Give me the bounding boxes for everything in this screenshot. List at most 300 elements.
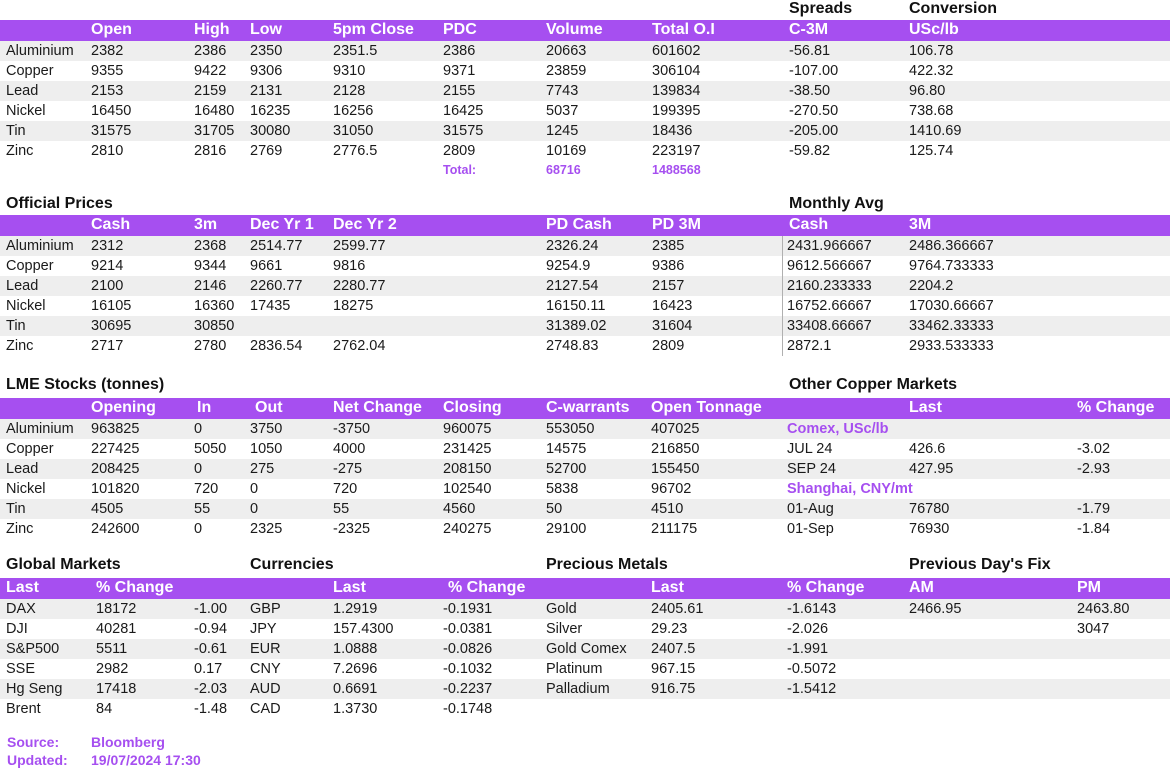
- close-5pm-value: 31050: [333, 123, 374, 139]
- previous-day-fix-title: Previous Day's Fix: [909, 556, 1051, 573]
- contract-label: 01-Sep: [787, 521, 834, 537]
- futures-row-nickel: [0, 101, 1170, 121]
- pd-cash-value: 16150.11: [546, 298, 606, 314]
- currency-last: 7.2696: [333, 661, 378, 677]
- total-oi-value: 199395: [652, 103, 701, 119]
- other-change-value: -2.93: [1077, 461, 1111, 477]
- total-oi-value: 18436: [652, 123, 693, 139]
- pdc-value: 16425: [443, 103, 484, 119]
- col-dec-yr-2: Dec Yr 2: [333, 216, 397, 233]
- metal-name: Gold Comex: [546, 641, 627, 657]
- dec-yr-1-value: 17435: [250, 298, 291, 314]
- other-last-value: 76930: [909, 521, 950, 537]
- volume-value: 23859: [546, 63, 587, 79]
- c-warrants-value: 553050: [546, 421, 595, 437]
- out-value: 0: [250, 501, 259, 517]
- usc-lb-value: 106.78: [909, 43, 954, 59]
- closing-value: 960075: [443, 421, 492, 437]
- pd-cash-value: 2326.24: [546, 238, 599, 254]
- col-usc-lb: USc/lb: [909, 21, 959, 38]
- index-name: Brent: [6, 701, 41, 717]
- total-oi: 1488568: [652, 163, 701, 177]
- other-last-value: 427.95: [909, 461, 954, 477]
- contract-label: 01-Aug: [787, 501, 834, 517]
- futures-row-tin: [0, 121, 1170, 141]
- metal-name: Aluminium: [6, 238, 74, 254]
- out-value: 3750: [250, 421, 283, 437]
- in-value: 0: [194, 521, 203, 537]
- volume-value: 7743: [546, 83, 579, 99]
- currency-code: GBP: [250, 601, 281, 617]
- currency-change: -0.0826: [443, 641, 493, 657]
- net-change-value: 55: [333, 501, 350, 517]
- total-oi-value: 601602: [652, 43, 701, 59]
- open-tonnage-value: 211175: [651, 521, 698, 537]
- metal-name: Aluminium: [6, 421, 74, 437]
- 3m-value: 2780: [194, 338, 227, 354]
- high-value: 31705: [194, 123, 235, 139]
- currency-change: -0.1931: [443, 601, 493, 617]
- pdc-value: 9371: [443, 63, 476, 79]
- col-in: In: [197, 399, 212, 416]
- dec-yr-2-value: 2762.04: [333, 338, 386, 354]
- index-name: SSE: [6, 661, 36, 677]
- metal-name: Tin: [6, 123, 26, 139]
- metal-name: Palladium: [546, 681, 610, 697]
- metal-last: 29.23: [651, 621, 688, 637]
- col-high: High: [194, 21, 230, 38]
- futures-row-zinc: [0, 141, 1170, 161]
- opening-value: 101820: [91, 481, 140, 497]
- col-metal-change: % Change: [787, 579, 865, 596]
- close-5pm-value: 2351.5: [333, 43, 378, 59]
- avg-cash-value: 9612.566667: [787, 258, 872, 274]
- closing-value: 240275: [443, 521, 492, 537]
- currency-change: -0.2237: [443, 681, 493, 697]
- index-name: DAX: [6, 601, 36, 617]
- futures-row-aluminium: [0, 41, 1170, 61]
- open-tonnage-value: 216850: [651, 441, 700, 457]
- c-warrants-value: 29100: [546, 521, 587, 537]
- closing-value: 208150: [443, 461, 492, 477]
- usc-lb-value: 422.32: [909, 63, 954, 79]
- metal-change: -1.6143: [787, 601, 837, 617]
- 3m-value: 2146: [194, 278, 227, 294]
- close-5pm-value: 9310: [333, 63, 366, 79]
- col-opening: Opening: [91, 399, 156, 416]
- c-warrants-value: 5838: [546, 481, 579, 497]
- open-value: 2382: [91, 43, 124, 59]
- open-tonnage-value: 96702: [651, 481, 692, 497]
- dec-yr-1-value: 2260.77: [250, 278, 303, 294]
- col-open-tonnage: Open Tonnage: [651, 399, 762, 416]
- index-change: -1.48: [194, 701, 228, 717]
- metal-name: Nickel: [6, 298, 46, 314]
- currency-code: CAD: [250, 701, 281, 717]
- col-ccy-last: Last: [333, 579, 366, 596]
- pdc-value: 2386: [443, 43, 476, 59]
- lme-stocks-title: LME Stocks (tonnes): [6, 376, 165, 393]
- c-3m-value: -107.00: [789, 63, 839, 79]
- avg-3m-value: 9764.733333: [909, 258, 994, 274]
- updated-label: Updated:: [7, 752, 68, 768]
- col-metal-last: Last: [651, 579, 684, 596]
- futures-row-copper: [0, 61, 1170, 81]
- official-row-tin: [0, 316, 1170, 336]
- avg-cash-value: 33408.66667: [787, 318, 872, 334]
- other-change-value: -3.02: [1077, 441, 1111, 457]
- metal-name: Lead: [6, 83, 39, 99]
- global-header-row: [0, 578, 1170, 599]
- in-value: 0: [194, 461, 203, 477]
- stocks-row-nickel: [0, 479, 1170, 499]
- pd-3m-value: 2385: [652, 238, 685, 254]
- usc-lb-value: 1410.69: [909, 123, 962, 139]
- c-warrants-value: 14575: [546, 441, 587, 457]
- avg-3m-value: 2933.533333: [909, 338, 994, 354]
- metal-name: Zinc: [6, 521, 34, 537]
- index-last: 17418: [96, 681, 137, 697]
- dec-yr-1-value: 2836.54: [250, 338, 303, 354]
- high-value: 2816: [194, 143, 227, 159]
- usc-lb-value: 738.68: [909, 103, 954, 119]
- in-value: 0: [194, 421, 203, 437]
- currency-last: 157.4300: [333, 621, 394, 637]
- volume-value: 10169: [546, 143, 587, 159]
- futures-row-lead: [0, 81, 1170, 101]
- col-pdc: PDC: [443, 21, 477, 38]
- c-warrants-value: 50: [546, 501, 563, 517]
- metal-change: -2.026: [787, 621, 829, 637]
- open-tonnage-value: 407025: [651, 421, 700, 437]
- open-value: 2810: [91, 143, 124, 159]
- metal-name: Aluminium: [6, 43, 74, 59]
- index-change: 0.17: [194, 661, 223, 677]
- net-change-value: 720: [333, 481, 358, 497]
- currency-code: EUR: [250, 641, 281, 657]
- stocks-row-lead: [0, 459, 1170, 479]
- index-last: 5511: [96, 641, 128, 657]
- other-last-value: 426.6: [909, 441, 946, 457]
- total-volume: 68716: [546, 163, 581, 177]
- avg-3m-value: 2486.366667: [909, 238, 994, 254]
- index-change: -2.03: [194, 681, 228, 697]
- col-cash: Cash: [91, 216, 131, 233]
- currencies-title: Currencies: [250, 556, 334, 573]
- pd-3m-value: 2809: [652, 338, 685, 354]
- metal-change: -1.991: [787, 641, 829, 657]
- other-change-value: -1.84: [1077, 521, 1111, 537]
- total-label: Total:: [443, 163, 477, 177]
- updated-value: 19/07/2024 17:30: [91, 752, 201, 768]
- c-3m-value: -270.50: [789, 103, 839, 119]
- currency-code: AUD: [250, 681, 281, 697]
- official-row-zinc: [0, 336, 1170, 356]
- out-value: 1050: [250, 441, 283, 457]
- closing-value: 102540: [443, 481, 492, 497]
- col-open: Open: [91, 21, 132, 38]
- high-value: 9422: [194, 63, 227, 79]
- metal-name: Tin: [6, 318, 26, 334]
- out-value: 2325: [250, 521, 283, 537]
- low-value: 2131: [250, 83, 283, 99]
- cash-value: 2312: [91, 238, 124, 254]
- opening-value: 963825: [91, 421, 140, 437]
- usc-lb-value: 96.80: [909, 83, 946, 99]
- currency-last: 1.2919: [333, 601, 378, 617]
- global-row: [0, 639, 1170, 659]
- global-row: [0, 699, 1170, 719]
- pd-cash-value: 9254.9: [546, 258, 591, 274]
- precious-metals-title: Precious Metals: [546, 556, 668, 573]
- 3m-value: 16360: [194, 298, 235, 314]
- col-3m: 3m: [194, 216, 218, 233]
- col-volume: Volume: [546, 21, 603, 38]
- metal-change: -1.5412: [787, 681, 837, 697]
- dec-yr-1-value: 9661: [250, 258, 283, 274]
- official-row-lead: [0, 276, 1170, 296]
- metal-name: Lead: [6, 278, 39, 294]
- cash-value: 9214: [91, 258, 124, 274]
- global-row: [0, 659, 1170, 679]
- col-index-last: Last: [6, 579, 39, 596]
- usc-lb-value: 125.74: [909, 143, 954, 159]
- monthly-avg-title: Monthly Avg: [789, 195, 884, 212]
- stocks-row-copper: [0, 439, 1170, 459]
- open-tonnage-value: 4510: [651, 501, 684, 517]
- global-markets-title: Global Markets: [6, 556, 121, 573]
- metal-name: Platinum: [546, 661, 603, 677]
- monthly-avg-divider: [782, 236, 783, 356]
- index-name: S&P500: [6, 641, 60, 657]
- 3m-value: 30850: [194, 318, 235, 334]
- pd-3m-value: 9386: [652, 258, 685, 274]
- index-name: DJI: [6, 621, 28, 637]
- metal-last: 2405.61: [651, 601, 704, 617]
- currency-change: -0.1032: [443, 661, 493, 677]
- col-index-change: % Change: [96, 579, 174, 596]
- contract-label: JUL 24: [787, 441, 833, 457]
- pdc-value: 2809: [443, 143, 476, 159]
- close-5pm-value: 16256: [333, 103, 374, 119]
- out-value: 275: [250, 461, 275, 477]
- cash-value: 16105: [91, 298, 132, 314]
- c-warrants-value: 52700: [546, 461, 587, 477]
- source-value: Bloomberg: [91, 734, 165, 750]
- open-value: 9355: [91, 63, 124, 79]
- col-avg-cash: Cash: [789, 216, 829, 233]
- market-group-label: Shanghai, CNY/mt: [787, 481, 913, 497]
- index-last: 40281: [96, 621, 137, 637]
- index-last: 84: [96, 701, 113, 717]
- c-3m-value: -205.00: [789, 123, 839, 139]
- net-change-value: 4000: [333, 441, 366, 457]
- metal-last: 967.15: [651, 661, 696, 677]
- official-prices-title: Official Prices: [6, 195, 113, 212]
- pd-3m-value: 16423: [652, 298, 693, 314]
- c-3m-value: -56.81: [789, 43, 831, 59]
- avg-cash-value: 2160.233333: [787, 278, 872, 294]
- col-c-3m: C-3M: [789, 21, 829, 38]
- other-change-value: -1.79: [1077, 501, 1111, 517]
- low-value: 9306: [250, 63, 283, 79]
- metal-name: Gold: [546, 601, 577, 617]
- metal-name: Tin: [6, 501, 26, 517]
- dec-yr-2-value: 2599.77: [333, 238, 386, 254]
- currency-last: 1.0888: [333, 641, 378, 657]
- col-pd-3m: PD 3M: [652, 216, 701, 233]
- avg-cash-value: 2872.1: [787, 338, 832, 354]
- out-value: 0: [250, 481, 259, 497]
- low-value: 30080: [250, 123, 291, 139]
- pdc-value: 2155: [443, 83, 476, 99]
- col-fix-pm: PM: [1077, 579, 1101, 596]
- contract-label: SEP 24: [787, 461, 836, 477]
- metal-last: 916.75: [651, 681, 696, 697]
- cash-value: 2100: [91, 278, 124, 294]
- index-change: -0.61: [194, 641, 228, 657]
- metal-last: 2407.5: [651, 641, 696, 657]
- metal-name: Silver: [546, 621, 583, 637]
- metal-change: -0.5072: [787, 661, 837, 677]
- official-header-row: [0, 215, 1170, 236]
- total-oi-value: 223197: [652, 143, 701, 159]
- dec-yr-1-value: 2514.77: [250, 238, 303, 254]
- global-row: [0, 599, 1170, 619]
- col-c-warrants: C-warrants: [546, 399, 630, 416]
- avg-cash-value: 16752.66667: [787, 298, 872, 314]
- futures-header-row: [0, 20, 1170, 41]
- pdc-value: 31575: [443, 123, 484, 139]
- currency-last: 0.6691: [333, 681, 378, 697]
- official-row-aluminium: [0, 236, 1170, 256]
- currency-code: JPY: [250, 621, 277, 637]
- spreads-group-header: Spreads: [789, 0, 853, 17]
- in-value: 5050: [194, 441, 227, 457]
- col-closing: Closing: [443, 399, 502, 416]
- in-value: 720: [194, 481, 219, 497]
- fix-pm: 2463.80: [1077, 601, 1130, 617]
- global-row: [0, 619, 1170, 639]
- c-3m-value: -59.82: [789, 143, 831, 159]
- cash-value: 30695: [91, 318, 132, 334]
- closing-value: 231425: [443, 441, 492, 457]
- opening-value: 208425: [91, 461, 140, 477]
- fix-am: 2466.95: [909, 601, 962, 617]
- metal-name: Lead: [6, 461, 39, 477]
- col-fix-am: AM: [909, 579, 934, 596]
- opening-value: 242600: [91, 521, 140, 537]
- currency-change: -0.1748: [443, 701, 493, 717]
- high-value: 2159: [194, 83, 227, 99]
- total-oi-value: 306104: [652, 63, 701, 79]
- net-change-value: -275: [333, 461, 363, 477]
- cash-value: 2717: [91, 338, 124, 354]
- col-pd-cash: PD Cash: [546, 216, 612, 233]
- other-copper-title: Other Copper Markets: [789, 376, 958, 393]
- opening-value: 227425: [91, 441, 140, 457]
- global-row: [0, 679, 1170, 699]
- open-value: 31575: [91, 123, 132, 139]
- stocks-header-row: [0, 398, 1170, 419]
- metal-name: Copper: [6, 441, 54, 457]
- low-value: 2769: [250, 143, 283, 159]
- 3m-value: 2368: [194, 238, 227, 254]
- col-other-last: Last: [909, 399, 942, 416]
- c-3m-value: -38.50: [789, 83, 831, 99]
- metal-name: Zinc: [6, 143, 34, 159]
- fix-pm: 3047: [1077, 621, 1110, 637]
- col-ccy-change: % Change: [448, 579, 526, 596]
- metal-name: Copper: [6, 258, 54, 274]
- dec-yr-2-value: 9816: [333, 258, 366, 274]
- other-last-value: 76780: [909, 501, 950, 517]
- col-out: Out: [255, 399, 283, 416]
- index-last: 18172: [96, 601, 137, 617]
- official-row-copper: [0, 256, 1170, 276]
- avg-3m-value: 17030.66667: [909, 298, 994, 314]
- net-change-value: -3750: [333, 421, 371, 437]
- stocks-row-zinc: [0, 519, 1170, 539]
- net-change-value: -2325: [333, 521, 371, 537]
- low-value: 2350: [250, 43, 283, 59]
- close-5pm-value: 2776.5: [333, 143, 378, 159]
- avg-3m-value: 2204.2: [909, 278, 954, 294]
- open-tonnage-value: 155450: [651, 461, 700, 477]
- col-low: Low: [250, 21, 282, 38]
- index-name: Hg Seng: [6, 681, 63, 697]
- col-other-change: % Change: [1077, 399, 1155, 416]
- dec-yr-2-value: 2280.77: [333, 278, 386, 294]
- metal-name: Nickel: [6, 481, 46, 497]
- pd-3m-value: 2157: [652, 278, 685, 294]
- volume-value: 20663: [546, 43, 587, 59]
- metal-name: Nickel: [6, 103, 46, 119]
- conversion-group-header: Conversion: [909, 0, 998, 17]
- volume-value: 1245: [546, 123, 579, 139]
- open-value: 2153: [91, 83, 124, 99]
- currency-last: 1.3730: [333, 701, 378, 717]
- volume-value: 5037: [546, 103, 579, 119]
- currency-change: -0.0381: [443, 621, 493, 637]
- col-dec-yr-1: Dec Yr 1: [250, 216, 314, 233]
- col-net-change: Net Change: [333, 399, 422, 416]
- futures-total-row: [0, 161, 1170, 181]
- opening-value: 4505: [91, 501, 124, 517]
- index-change: -0.94: [194, 621, 228, 637]
- metal-name: Zinc: [6, 338, 34, 354]
- currency-code: CNY: [250, 661, 281, 677]
- col-5pm-close: 5pm Close: [333, 21, 414, 38]
- 3m-value: 9344: [194, 258, 227, 274]
- pd-cash-value: 31389.02: [546, 318, 607, 334]
- low-value: 16235: [250, 103, 291, 119]
- source-label: Source:: [7, 734, 60, 750]
- avg-3m-value: 33462.33333: [909, 318, 994, 334]
- stocks-row-aluminium: [0, 419, 1170, 439]
- pd-cash-value: 2127.54: [546, 278, 599, 294]
- stocks-row-tin: [0, 499, 1170, 519]
- close-5pm-value: 2128: [333, 83, 366, 99]
- index-last: 2982: [96, 661, 129, 677]
- closing-value: 4560: [443, 501, 476, 517]
- col-total-oi: Total O.I: [652, 21, 715, 38]
- index-change: -1.00: [194, 601, 228, 617]
- total-oi-value: 139834: [652, 83, 701, 99]
- open-value: 16450: [91, 103, 132, 119]
- pd-cash-value: 2748.83: [546, 338, 599, 354]
- pd-3m-value: 31604: [652, 318, 693, 334]
